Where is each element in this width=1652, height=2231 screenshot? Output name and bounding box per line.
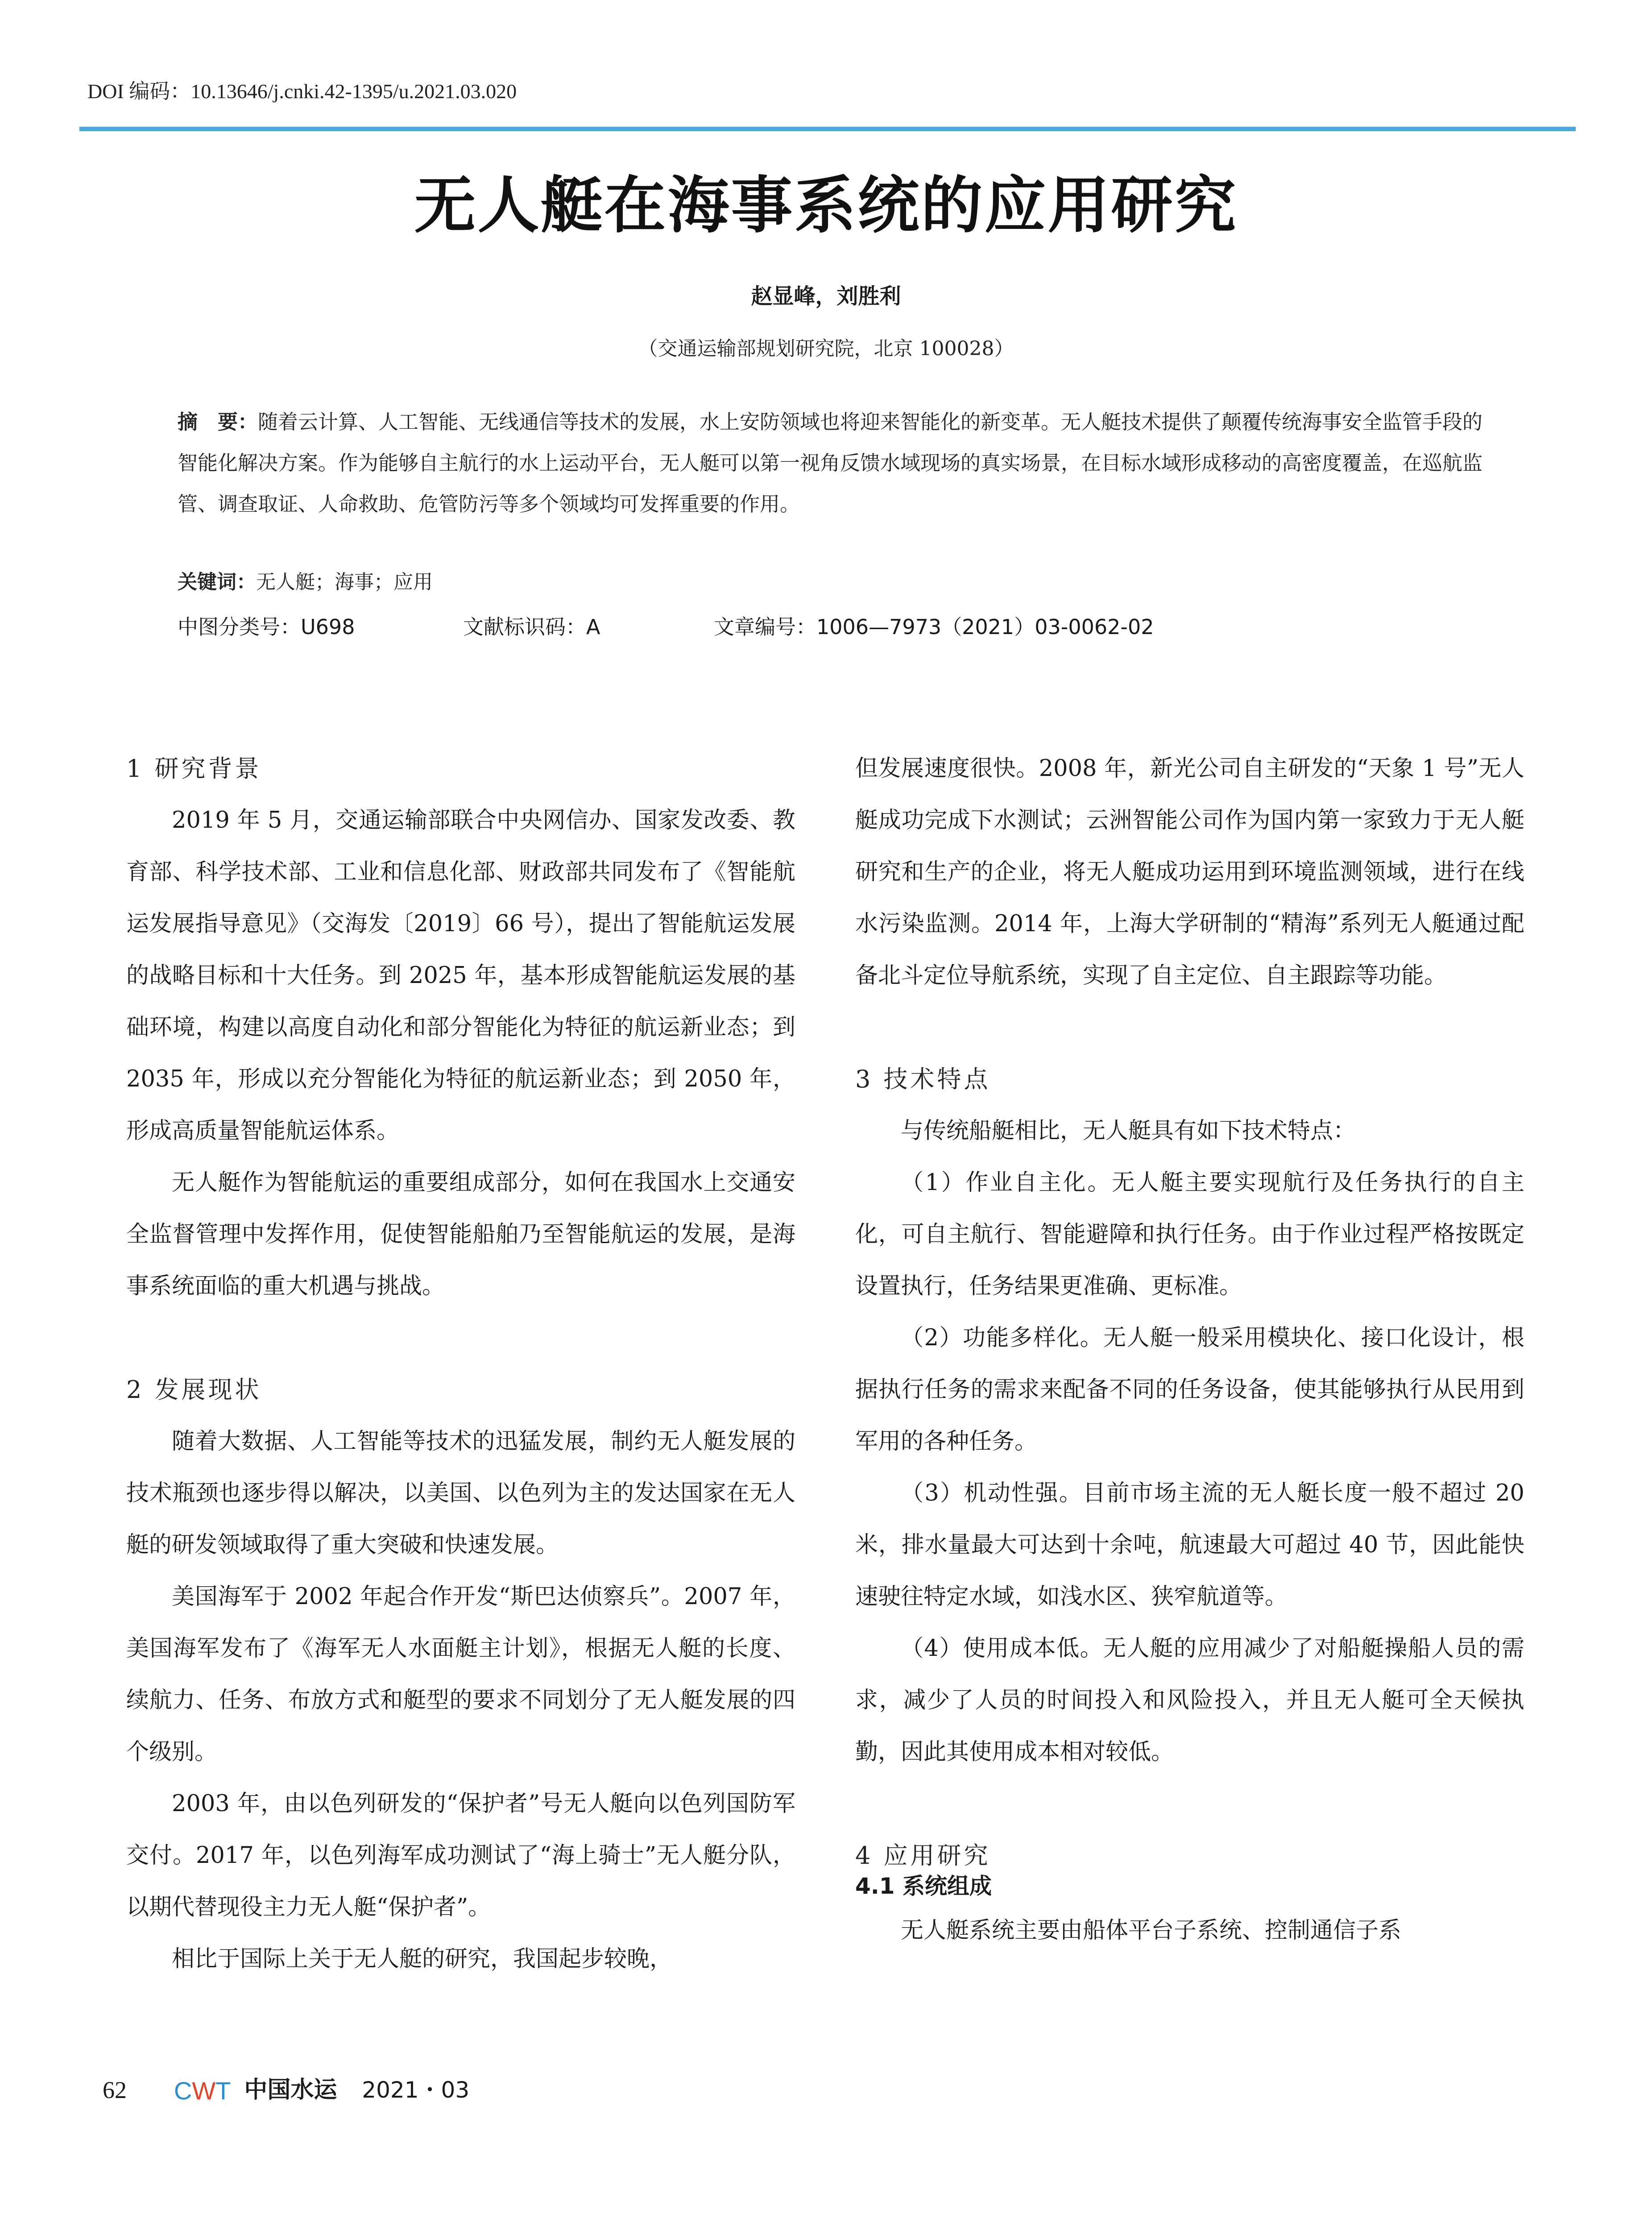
section-1-title: 1 研究背景 bbox=[126, 755, 262, 783]
header-rule bbox=[79, 127, 1576, 131]
logo-letter-w: W bbox=[192, 2077, 216, 2105]
paper-authors: 赵显峰，刘胜利 bbox=[751, 284, 901, 309]
s3-item-3: （3）机动性强。目前市场主流的无人艇长度一般不超过 20 米，排水量最大可达到十余吨，航速最大可超过 40 节，因此能快速驶往特定水域，如浅水区、狭窄航道等。 bbox=[855, 1480, 1524, 1610]
right-column bbox=[855, 743, 1524, 1957]
s2-paragraph-3: 2003 年，由以色列研发的“保护者”号无人艇向以色列国防军交付。2017 年，以色列海军成功测试了“海上骑士”无人艇分队，以期代替现役主力无人艇“保护者”。 bbox=[126, 1791, 795, 1920]
s41-paragraph-1: 无人艇系统主要由船体平台子系统、控制通信子系 bbox=[901, 1917, 1402, 1944]
abstract-label: 摘 要： bbox=[178, 410, 258, 434]
section-4-title: 4 应用研究 bbox=[855, 1841, 991, 1870]
keywords-text: 无人艇；海事；应用 bbox=[256, 571, 433, 593]
subsection-4-1-title: 4.1 系统组成 bbox=[855, 1873, 992, 1899]
clc-number: 中图分类号：U698 bbox=[178, 615, 355, 639]
journal-issue: 2021・03 bbox=[362, 2077, 470, 2103]
s3-intro: 与传统船艇相比，无人艇具有如下技术特点： bbox=[901, 1118, 1356, 1144]
journal-logo bbox=[174, 2071, 231, 2109]
s2-paragraph-4-continued: 但发展速度很快。2008 年，新光公司自主研发的“天象 1 号”无人艇成功完成下水测试；云洲智能公司作为国内第一家致力于无人艇研究和生产的企业，将无人艇成功运用到环境监测领域，进行在线水污染监测。2014 年，上海大学研制的“精海”系列无人艇通过配备北斗定位导航系统，实现了自主定位、自主跟踪等功能。 bbox=[855, 755, 1524, 989]
s1-paragraph-1: 2019 年 5 月，交通运输部联合中央网信办、国家发改委、教育部、科学技术部、工业和信息化部、财政部共同发布了《智能航运发展指导意见》（交海发〔2019〕66 号），提出了智能航运发展的战略目标和十大任务。到 2025 年，基本形成智能航运发展的基础环境，构建以高度自动化和部分智能化为特征的航运新业态；到 2035 年，形成以充分智能化为特征的航运新业态；到 2050 年，形成高质量智能航运体系。 bbox=[126, 807, 795, 1144]
logo-letter-c: C bbox=[174, 2077, 192, 2105]
s3-item-2: （2）功能多样化。无人艇一般采用模块化、接口化设计，根据执行任务的需求来配备不同的任务设备，使其能够执行从民用到军用的各种任务。 bbox=[855, 1325, 1524, 1455]
s1-paragraph-2: 无人艇作为智能航运的重要组成部分，如何在我国水上交通安全监督管理中发挥作用，促使智能船舶乃至智能航运的发展，是海事系统面临的重大机遇与挑战。 bbox=[126, 1169, 795, 1299]
keywords bbox=[178, 569, 1489, 596]
section-3-title: 3 技术特点 bbox=[855, 1065, 991, 1093]
s3-item-4: （4）使用成本低。无人艇的应用减少了对船艇操船人员的需求，减少了人员的时间投入和风险投入，并且无人艇可全天候执勤，因此其使用成本相对较低。 bbox=[855, 1635, 1524, 1765]
document-code: 文献标识码：A bbox=[463, 615, 600, 639]
doi-code: DOI 编码：10.13646/j.cnki.42-1395/u.2021.03.020 bbox=[87, 80, 517, 103]
paper-affiliation: （交通运输部规划研究院，北京 100028） bbox=[638, 337, 1014, 360]
s2-paragraph-1: 随着大数据、人工智能等技术的迅猛发展，制约无人艇发展的技术瓶颈也逐步得以解决，以美国、以色列为主的发达国家在无人艇的研发领域取得了重大突破和快速发展。 bbox=[126, 1428, 795, 1558]
s3-item-1: （1）作业自主化。无人艇主要实现航行及任务执行的自主化，可自主航行、智能避障和执行任务。由于作业过程严格按既定设置执行，任务结果更准确、更标准。 bbox=[855, 1169, 1524, 1299]
journal-name: 中国水运 bbox=[244, 2077, 337, 2103]
s2-paragraph-2: 美国海军于 2002 年起合作开发“斯巴达侦察兵”。2007 年，美国海军发布了《海军无人水面艇主计划》，根据无人艇的长度、续航力、任务、布放方式和艇型的要求不同划分了无人艇发展的四个级别。 bbox=[126, 1584, 795, 1765]
section-2-title: 2 发展现状 bbox=[126, 1376, 262, 1404]
page-number: 62 bbox=[103, 2077, 127, 2103]
left-column bbox=[126, 743, 795, 1985]
abstract-text: 随着云计算、人工智能、无线通信等技术的发展，水上安防领域也将迎来智能化的新变革。无人艇技术提供了颠覆传统海事安全监管手段的智能化解决方案。作为能够自主航行的水上运动平台，无人艇可以第一视角反馈水域现场的真实场景，在目标水域形成移动的高密度覆盖，在巡航监管、调查取证、人命救助、危管防污等多个领域均可发挥重要的作用。 bbox=[178, 410, 1483, 516]
abstract bbox=[178, 402, 1489, 525]
logo-letter-t: T bbox=[215, 2077, 231, 2105]
keywords-label: 关键词： bbox=[178, 571, 256, 593]
s2-paragraph-4: 相比于国际上关于无人艇的研究，我国起步较晚， bbox=[172, 1946, 673, 1972]
page-footer bbox=[103, 2070, 469, 2106]
paper-title: 无人艇在海事系统的应用研究 bbox=[414, 169, 1238, 241]
article-number: 文章编号：1006—7973（2021）03-0062-02 bbox=[714, 615, 1154, 639]
